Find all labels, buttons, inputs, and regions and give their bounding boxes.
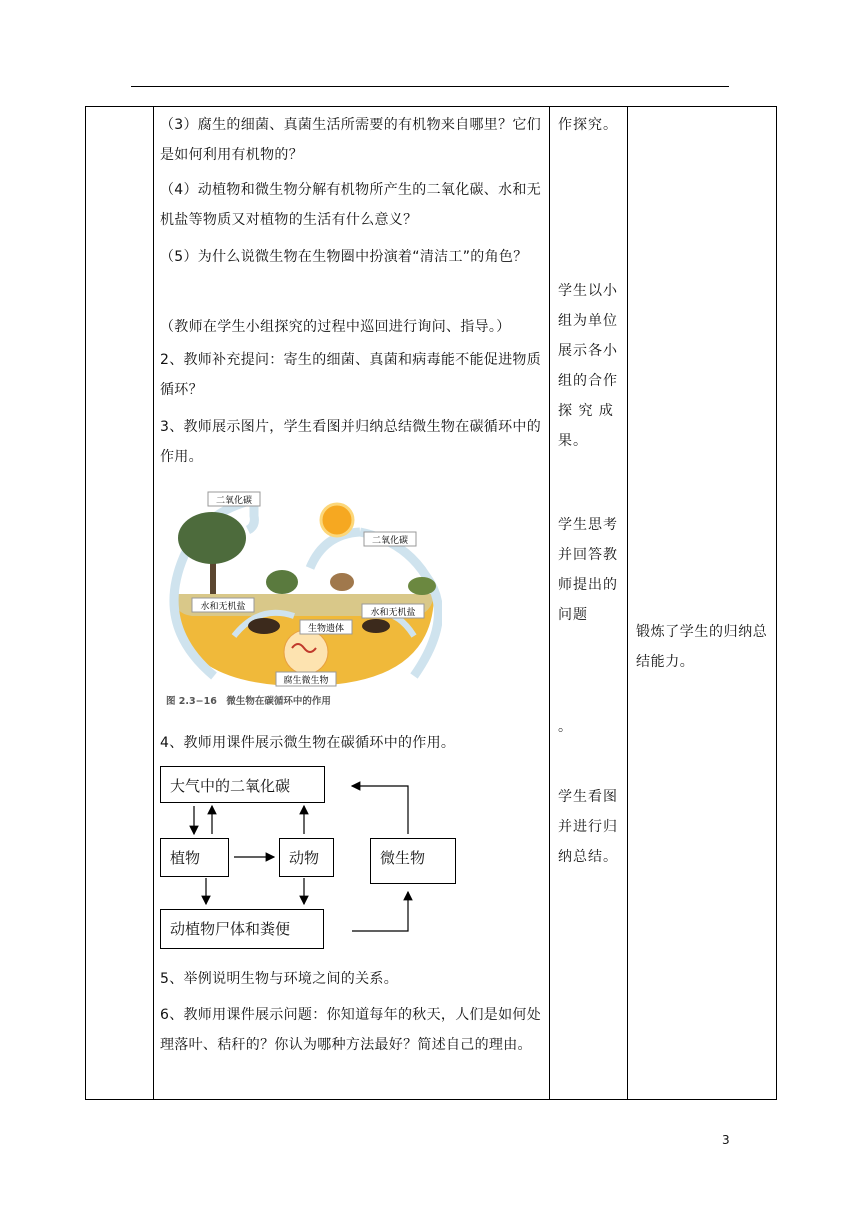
box-microbes-label: 微生物 xyxy=(380,849,426,867)
box-microbes xyxy=(370,838,456,884)
table-divider-1 xyxy=(153,106,154,1100)
box-animals-label: 动物 xyxy=(289,849,320,867)
box-animals xyxy=(279,838,334,877)
student-line-1: 作探究。 xyxy=(558,117,618,133)
box-plants xyxy=(160,838,229,877)
carbon-cycle-figure xyxy=(164,486,442,712)
table-border-bottom xyxy=(85,1099,777,1100)
question-5: （5）为什么说微生物在生物圈中扮演着“清洁工”的角色？ xyxy=(160,249,528,265)
label-water-right: 水和无机盐 xyxy=(370,608,416,618)
table-border-top xyxy=(85,106,777,107)
student-block-4: 学生看图并进行归纳总结。 xyxy=(558,789,618,865)
label-co2-right: 二氧化碳 xyxy=(371,536,409,546)
label-microbes: 腐生微生物 xyxy=(283,676,329,686)
box-atmosphere xyxy=(160,766,325,803)
table-border-right xyxy=(776,106,777,1100)
tree-small-icon xyxy=(266,570,298,594)
question-4: （4）动植物和微生物分解有机物所产生的二氧化碳、水和无机盐等物质又对植物的生活有什么意义？ xyxy=(160,182,542,228)
microbe-circle xyxy=(284,630,328,674)
question-3: （3）腐生的细菌、真菌生活所需要的有机物来自哪里？它们是如何利用有机物的？ xyxy=(160,117,542,163)
soil-matter-left xyxy=(248,618,280,634)
step-2: 2、教师补充提问：寄生的细菌、真菌和病毒能不能促进物质循环？ xyxy=(160,352,542,398)
student-block-3: 学生思考并回答教师提出的问题 xyxy=(558,517,618,623)
sun-icon xyxy=(321,504,353,536)
tree-canopy-icon xyxy=(178,512,246,564)
box-remains-label: 动植物尸体和粪便 xyxy=(170,920,291,938)
rabbit-icon xyxy=(330,573,354,591)
figure-caption: 图 2.3−16 微生物在碳循环中的作用 xyxy=(166,696,331,707)
box-remains xyxy=(160,909,324,949)
soil-matter-right xyxy=(362,619,390,633)
table-border-left xyxy=(85,106,86,1100)
step-3: 3、教师展示图片，学生看图并归纳总结微生物在碳循环中的作用。 xyxy=(160,419,542,465)
table-divider-3 xyxy=(627,106,628,1100)
step-4: 4、教师用课件展示微生物在碳循环中的作用。 xyxy=(160,735,456,751)
bush-icon xyxy=(408,577,436,595)
step-5: 5、举例说明生物与环境之间的关系。 xyxy=(160,971,399,987)
label-remains: 生物遗体 xyxy=(307,624,345,634)
teacher-guidance: （教师在学生小组探究的过程中巡回进行询问、指导。） xyxy=(160,319,511,335)
label-co2-left: 二氧化碳 xyxy=(215,496,253,506)
box-atmosphere-label: 大气中的二氧化碳 xyxy=(170,777,291,795)
step-6: 6、教师用课件展示问题：你知道每年的秋天，人们是如何处理落叶、秸秆的？你认为哪种方法最好？简述自己的理由。 xyxy=(160,1007,542,1053)
box-plants-label: 植物 xyxy=(170,849,201,867)
page-number: 3 xyxy=(722,1133,730,1147)
design-intent-text: 锻炼了学生的归纳总结能力。 xyxy=(636,624,768,670)
student-block-2: 学生以小组为单位展示各小组的合作探 究 成果。 xyxy=(558,283,618,449)
header-rule xyxy=(131,86,729,87)
student-dot: 。 xyxy=(558,719,573,735)
right-arrow-head xyxy=(310,532,360,568)
label-water-left: 水和无机盐 xyxy=(200,602,246,612)
